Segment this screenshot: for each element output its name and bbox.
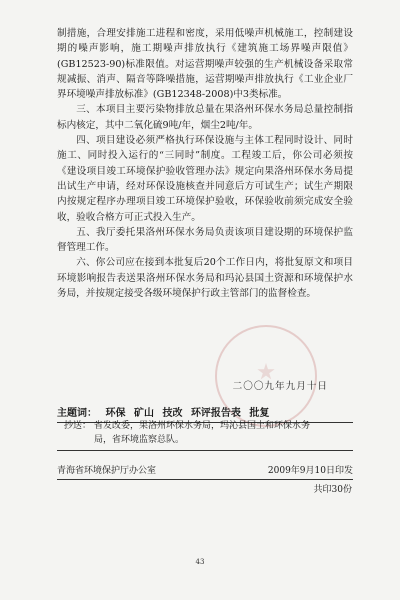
page-number: 43 bbox=[195, 558, 205, 566]
cc-line: 局，省环境监察总队。 bbox=[94, 434, 185, 445]
keyword-item: 技改 bbox=[162, 408, 183, 419]
paragraph-6-submission: 六、你公司应在接到本批复后20个工作日内，将批复原文和项目环境影响报告表送果洛州环保水务局和玛沁县国土资源和环境保护水务局，并按规定接受各级环境保护行政主管部门的监督检查。 bbox=[57, 257, 353, 300]
keyword-item: 批复 bbox=[249, 408, 270, 419]
paragraph-noise-control: 制措施，合理安排施工进程和密度，采用低噪声机械施工，控制建设期的噪声影响，施工期噪声排放执行《建筑施工场界噪声限值》(GB12523-90)标准限值。对运营期噪声较强的生产机械设备采取常规减振、消声、隔音等降噪措施，运营期噪声排放执行《工业企业厂界环境噪声排放标准》(GB12348-2008)中3类标准。 bbox=[57, 28, 353, 101]
cc-label-spacer bbox=[57, 434, 94, 448]
cc-label: 抄送： bbox=[63, 421, 91, 431]
cc-row bbox=[57, 434, 353, 448]
approval-body-text bbox=[57, 26, 353, 301]
issue-date: 二〇〇九年九月十日 bbox=[232, 381, 328, 392]
keywords-label: 主题词： bbox=[57, 408, 97, 419]
paragraph-3-emission-quota: 三、本项目主要污染物排放总量在果洛州环保水务局总量控制指标内核定，其中二氧化硫9吨/年，烟尘2吨/年。 bbox=[57, 104, 353, 131]
cc-line: 省发改委，果洛州环保水务局，玛沁县国土和环保水务 bbox=[94, 421, 311, 431]
print-date: 2009年9月10日印发 bbox=[267, 466, 353, 476]
cc-recipients bbox=[57, 420, 353, 451]
keyword-item: 环保 bbox=[105, 408, 126, 419]
issuing-office: 青海省环境保护厅办公室 bbox=[57, 466, 157, 476]
keyword-item: 环评报告表 bbox=[190, 408, 241, 419]
keyword-item: 矿山 bbox=[133, 408, 154, 419]
print-info-row bbox=[57, 463, 353, 480]
paragraph-4-three-simultaneous: 四、项目建设必须严格执行环保设施与主体工程同时设计、同时施工、同时投入运行的“三同时”制度。工程竣工后，你公司必须按《建设项目竣工环境保护验收管理办法》规定向果洛州环保水务局提出试生产申请，经对环保设施核查并同意后方可试生产；试生产期限内按规定程序办理项目竣工环境保护验收，环保验收前须完成安全验收，验收合格方可正式投入生产。 bbox=[57, 135, 353, 223]
cc-row bbox=[57, 420, 353, 434]
copies-count: 共印30份 bbox=[313, 485, 352, 495]
paragraph-5-supervision: 五、我厅委托果洛州环保水务局负责该项目建设期的环境保护监督管理工作。 bbox=[57, 226, 353, 254]
